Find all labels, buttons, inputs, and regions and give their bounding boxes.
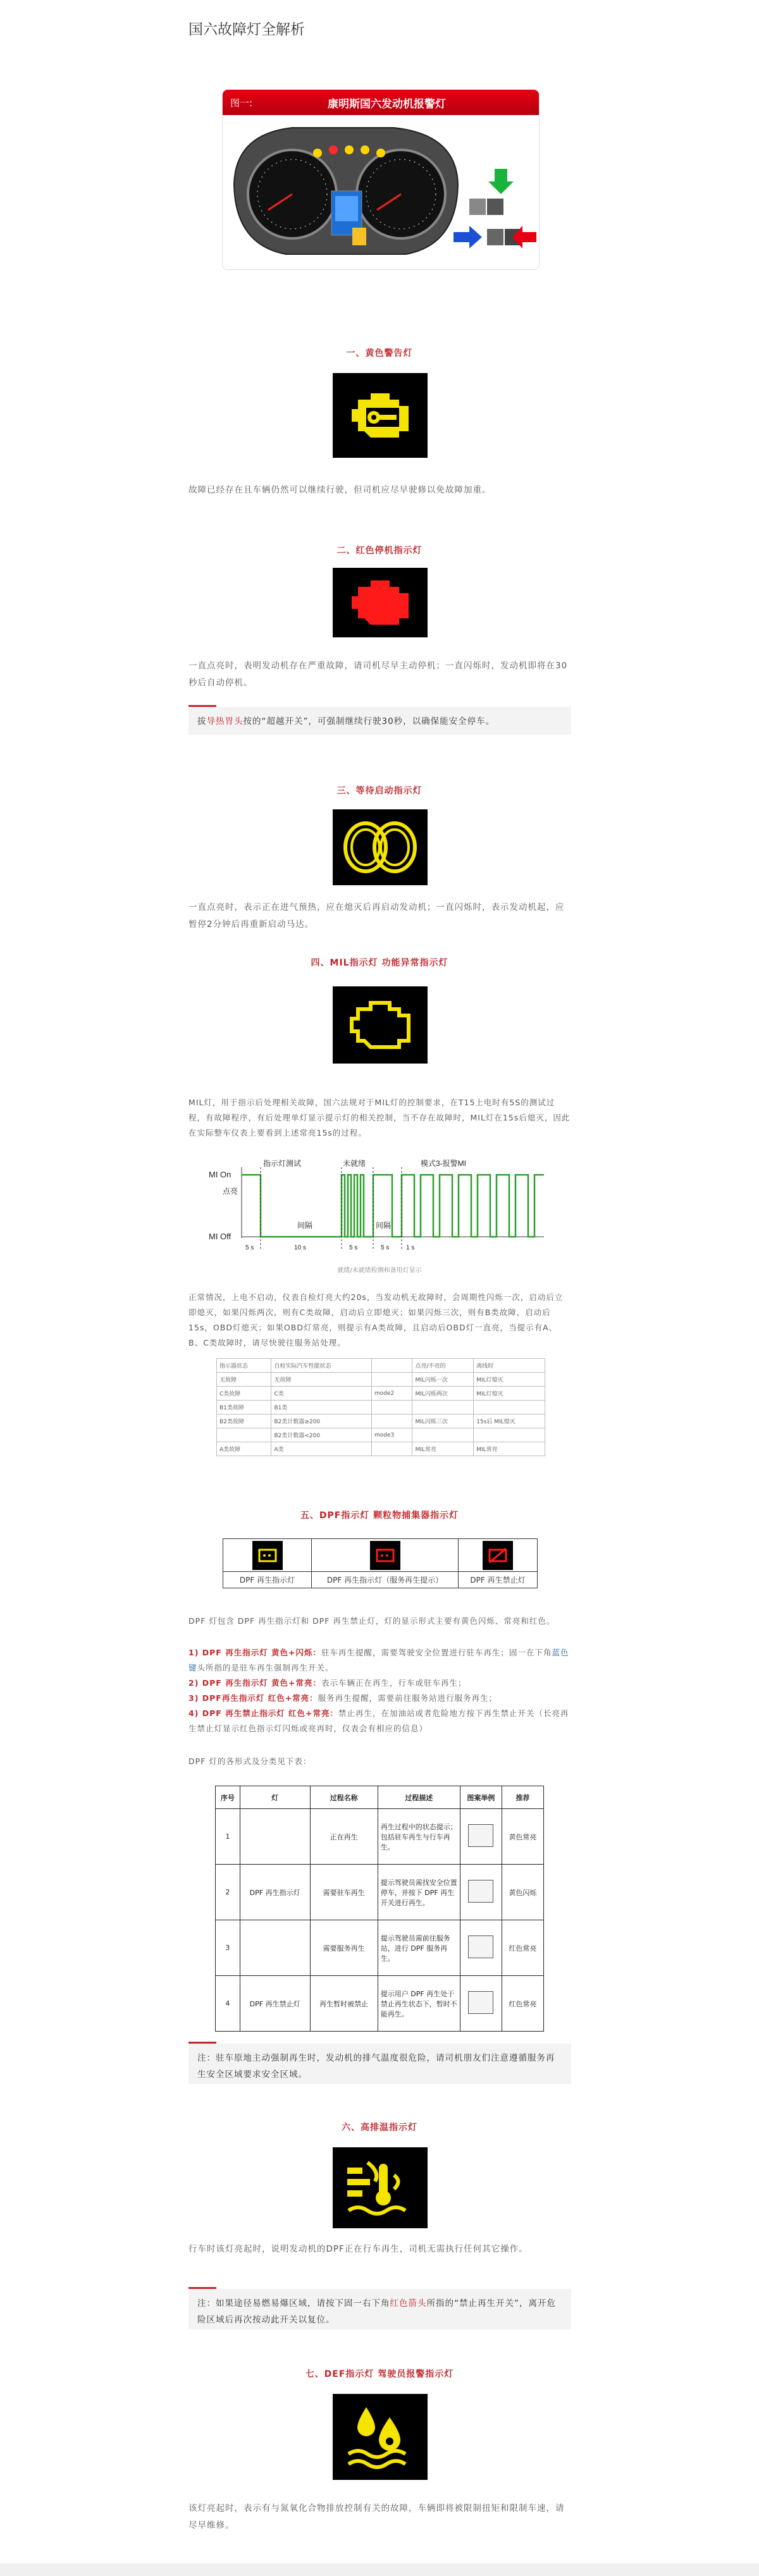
- mil-table-cell: [217, 1428, 271, 1442]
- dpf-table-pattern-cell: [460, 1865, 502, 1920]
- page-footer-bar: [0, 2563, 759, 2576]
- section-heading-high-temp: 六、高排温指示灯: [342, 2123, 417, 2133]
- dpf-item-body: 表示车辆正在再生，行车或驻车再生；: [321, 1678, 467, 1688]
- mil-table-cell: MIL常亮: [474, 1442, 545, 1456]
- dpf-lamp-regen: [223, 1539, 312, 1588]
- mil-table-cell: [474, 1401, 545, 1414]
- note-inhibit-switch: [188, 2289, 571, 2329]
- mil-table-row: [217, 1442, 545, 1456]
- dpf-lamp-strip: [223, 1538, 538, 1588]
- dpf-table-cell: DPF 再生指示灯: [240, 1865, 310, 1920]
- dashboard-banner: [223, 90, 539, 269]
- timing-label-10s: 10 s: [294, 1244, 306, 1251]
- mil-table-row: [217, 1414, 545, 1428]
- section-heading-red-stop: 二、红色停机指示灯: [336, 546, 423, 556]
- dpf-item-body: 服务再生提醒，需要前往服务站进行服务再生；: [318, 1693, 498, 1703]
- dpf-table-cell: 提示驾驶员需找安全位置停车，并按下 DPF 再生开关进行再生。: [378, 1865, 460, 1920]
- dpf-inhibit-icon: [483, 1541, 513, 1570]
- mil-table-row: [217, 1359, 545, 1373]
- note-pre: 拔: [197, 716, 207, 727]
- section-heading-mil: 四、MIL指示灯 功能异常指示灯: [311, 958, 448, 968]
- dpf-table-cell: 1: [216, 1809, 240, 1865]
- mil-table-cell: B2类计数器<200: [271, 1428, 372, 1442]
- mil-table-cell: 15s后 MIL熄灭: [474, 1414, 545, 1428]
- mil-table-cell: [372, 1401, 412, 1414]
- dpf-item-highlight: 蓝色键: [188, 1648, 569, 1672]
- mil-table-row: [217, 1401, 545, 1414]
- dpf-lamp-label: DPF 再生指示灯（服务再生提示）: [326, 1576, 443, 1585]
- timing-label-gap2: 间隔: [376, 1221, 392, 1230]
- dpf-item: [188, 1691, 571, 1706]
- dpf-table-pattern-cell: [460, 1920, 502, 1976]
- dashboard-illustration: [223, 115, 539, 269]
- note-parked-regen: 注：驻车原地主动强制再生时，发动机的排气温度很危险，请司机朋友们注意遵循服务再生安全区域要求安全区域。: [188, 2044, 571, 2084]
- section-text-yellow-warning: 故障已经存在且车辆仍然可以继续行驶，但司机应尽早驶修以免故障加重。: [188, 485, 491, 495]
- note-highlight: 红色箭头: [390, 2298, 427, 2309]
- dpf-pattern-icon: [468, 1935, 493, 1958]
- timing-label-not-ready: 未就绪: [343, 1159, 366, 1168]
- dpf-table-header: 图案举例: [460, 1786, 502, 1809]
- banner-tag: 图一:: [230, 97, 253, 109]
- engine-warning-icon: [333, 373, 428, 458]
- section-text-high-temp: 行车时该灯亮起时，说明发动机的DPF正在行车再生，司机无需执行任何其它操作。: [188, 2244, 528, 2254]
- mil-table-row: [217, 1387, 545, 1401]
- dpf-item-body: 禁止再生，在加油站或者危险地方按下再生禁止开关（长亮再生禁止灯显示红色指示灯闪烁或亮再时，仪表会有相应的信息）: [188, 1708, 569, 1733]
- timing-label-mi-off: MI Off: [209, 1232, 231, 1241]
- mil-table-cell: [474, 1428, 545, 1442]
- mil-table-cell: B2类计数器≥200: [271, 1414, 372, 1428]
- dpf-table-header: 推荐: [502, 1786, 543, 1809]
- dpf-pattern-icon: [468, 1880, 493, 1903]
- timing-label-1s: 1 s: [406, 1244, 415, 1251]
- dpf-lamp-label: DPF 再生禁止灯: [470, 1576, 526, 1585]
- mil-table-cell: MIL闪烁两次: [412, 1387, 474, 1401]
- section-heading-yellow-warning: 一、黄色警告灯: [346, 348, 413, 359]
- timing-label-gap1: 间隔: [297, 1221, 313, 1230]
- dpf-table-cell: 提示驾驶员需前往服务站，进行 DPF 服务再生。: [378, 1920, 460, 1976]
- dpf-item-lead: 4) DPF 再生禁止指示灯 红色+常亮：: [188, 1708, 339, 1718]
- dpf-table-header: 灯: [240, 1786, 310, 1809]
- dpf-table-cell: DPF 再生禁止灯: [240, 1976, 310, 2032]
- timing-label-5s-b: 5 s: [349, 1244, 358, 1251]
- timing-label-5s-c: 5 s: [381, 1244, 390, 1251]
- mil-table-cell: MIL常亮: [412, 1442, 474, 1456]
- mil-table-cell: [372, 1373, 412, 1387]
- dpf-table-header: 序号: [216, 1786, 240, 1809]
- note-pre: 注：如果途径易燃易爆区域，请按下固一右下角: [197, 2298, 390, 2309]
- dpf-table-cell: 再生过程中的状态提示；包括驻车再生与行车再生。: [378, 1809, 460, 1865]
- timing-label-on: 点亮: [223, 1187, 238, 1196]
- dpf-table-row: [216, 1976, 544, 2032]
- dpf-table-cell: [240, 1920, 310, 1976]
- section-text-mil-behaviour: 正常情况，上电不启动，仪表自检灯亮大约20s，当发动机无故障时，会周期性闪烁一次，启动后立即熄灭，如果闪烁两次，则有C类故障，启动后立即熄灭；如果闪烁三次，则有B类故障，启动后15s，OBD灯熄灭；如果OBD灯常亮，则提示有A类故障，且启动后OBD灯一直亮，当提示有A、B、C类故障时，请尽快驶往服务站处理。: [188, 1292, 564, 1347]
- timing-label-5s-a: 5 s: [245, 1244, 254, 1251]
- dpf-lamp-table: [215, 1786, 544, 2032]
- dpf-table-cell: 需要服务再生: [310, 1920, 378, 1976]
- dpf-item-tail: 头所指的是驻车再生强制再生开关。: [197, 1663, 334, 1672]
- dpf-item-lead: 1) DPF 再生指示灯 黄色+闪烁：: [188, 1648, 322, 1657]
- mil-table-cell: B1类: [271, 1401, 372, 1414]
- section-heading-dpf: 五、DPF指示灯 颗粒物捕集器指示灯: [300, 1511, 459, 1521]
- dpf-table-cell: 黄色常亮: [502, 1809, 543, 1865]
- dpf-item: [188, 1706, 571, 1736]
- mil-table-cell: B2类故障: [217, 1414, 271, 1428]
- mil-table-cell: MIL灯熄灭: [474, 1373, 545, 1387]
- timing-caption: 就绪/未就绪检测和备用灯显示: [337, 1267, 422, 1274]
- dpf-table-row: [216, 1809, 544, 1865]
- dpf-item: [188, 1676, 571, 1691]
- mil-table-cell: [372, 1359, 412, 1373]
- mil-table-cell: A类故障: [217, 1442, 271, 1456]
- dpf-table-cell: 红色常亮: [502, 1920, 543, 1976]
- dpf-table-cell: [240, 1809, 310, 1865]
- mil-engine-icon: [333, 986, 428, 1064]
- note-post: 所指的“禁止再生开关”，离开危险区域后再次按动此开关以复位。: [197, 2298, 556, 2325]
- mil-table-cell: 点亮/不亮的: [412, 1359, 474, 1373]
- dpf-item-body: 驻车再生提醒，需要驾驶安全位置进行驻车再生；固一在下角: [321, 1648, 552, 1657]
- dpf-item-lead: 3) DPF再生指示灯 红色+常亮：: [188, 1693, 318, 1703]
- timing-label-mi-on: MI On: [209, 1170, 231, 1179]
- mil-table-cell: 离线时: [474, 1359, 545, 1373]
- mil-table-cell: 无故障: [271, 1373, 372, 1387]
- preheat-coil-icon: [333, 809, 428, 885]
- dpf-table-cell: 红色常亮: [502, 1976, 543, 2032]
- page-title: 国六故障灯全解析: [188, 21, 305, 38]
- dpf-item-list: [188, 1645, 571, 1736]
- dpf-table-cell: 正在再生: [310, 1809, 378, 1865]
- mil-status-table: [216, 1358, 545, 1456]
- dpf-lamp-label: DPF 再生指示灯: [239, 1576, 295, 1585]
- dpf-intro: DPF 灯包含 DPF 再生指示灯和 DPF 再生禁止灯，灯的显示形式主要有黄色闪烁、常亮和红色。: [188, 1616, 555, 1626]
- mil-table-cell: MIL闪烁三次: [412, 1414, 474, 1428]
- high-exhaust-temp-icon: [333, 2147, 428, 2228]
- dpf-table-pattern-cell: [460, 1976, 502, 2032]
- section-heading-def: 七、DEF指示灯 驾驶员报警指示灯: [305, 2369, 454, 2379]
- mil-table-cell: MIL闪烁一次: [412, 1373, 474, 1387]
- dpf-table-cell: 提示用户 DPF 再生处于禁止再生状态下，暂时不能再生。: [378, 1976, 460, 2032]
- mil-table-row: [217, 1428, 545, 1442]
- section-text-red-stop: 一直点亮时，表明发动机存在严重故障，请司机尽早主动停机；一直闪烁时，发动机即将在30秒后自动停机。: [188, 661, 568, 688]
- mil-table-cell: C类: [271, 1387, 372, 1401]
- mil-table-cell: mode2: [372, 1387, 412, 1401]
- note-highlight: 导热胃头: [206, 716, 244, 727]
- dpf-table-row: [216, 1920, 544, 1976]
- mil-table-cell: [372, 1442, 412, 1456]
- mil-table-row: [217, 1373, 545, 1387]
- dpf-pattern-icon: [468, 1991, 493, 2014]
- dpf-table-header: 过程描述: [378, 1786, 460, 1809]
- mil-table-cell: [412, 1428, 474, 1442]
- engine-stop-icon: [333, 568, 428, 637]
- dpf-table-cell: 4: [216, 1976, 240, 2032]
- banner-title: 康明斯国六发动机报警灯: [328, 97, 447, 111]
- note-override-switch: [188, 707, 571, 735]
- mil-table-cell: MIL灯熄灭: [474, 1387, 545, 1401]
- section-text-mil: MIL灯，用于指示后处理相关故障，国六法规对于MIL灯的控制要求，在T15上电时有5S的测试过程，有故障程序，有后处理单灯显示提示灯的相关控制，当不存在故障时，MIL灯在15s后熄灭，因此在实际整车仪表上要看到上述常亮15s的过程。: [188, 1098, 571, 1138]
- dpf-table-cell: 再生暂时被禁止: [310, 1976, 378, 2032]
- dpf-table-cell: 3: [216, 1920, 240, 1976]
- dpf-table-cell: 黄色闪烁: [502, 1865, 543, 1920]
- mil-table-cell: [412, 1401, 474, 1414]
- dpf-lamp-inhibit: [459, 1539, 537, 1588]
- mil-table-cell: C类故障: [217, 1387, 271, 1401]
- timing-label-mode3: 模式3-报警MI: [421, 1159, 467, 1168]
- dpf-item-lead: 2) DPF 再生指示灯 黄色+常亮：: [188, 1678, 322, 1688]
- dpf-item: [188, 1645, 571, 1676]
- mil-table-cell: [372, 1414, 412, 1428]
- mil-table-cell: B1类故障: [217, 1401, 271, 1414]
- dpf-table-cell: 需要驻车再生: [310, 1865, 378, 1920]
- dpf-table-cell: 2: [216, 1865, 240, 1920]
- dpf-regen-icon: [252, 1541, 283, 1570]
- note-post: 按的“超越开关”，可强制继续行驶30秒，以确保能安全停车。: [243, 716, 495, 727]
- section-heading-wait-start: 三、等待启动指示灯: [336, 786, 423, 796]
- dpf-lamp-service: [312, 1539, 459, 1588]
- dpf-service-icon: [370, 1541, 400, 1570]
- mil-table-cell: mode3: [372, 1428, 412, 1442]
- mil-table-cell: 无故障: [217, 1373, 271, 1387]
- dpf-pattern-icon: [468, 1824, 493, 1847]
- mil-table-cell: A类: [271, 1442, 372, 1456]
- dpf-summary: DPF 灯的各形式及分类见下表：: [188, 1757, 312, 1766]
- timing-label-test: 指示灯测试: [263, 1159, 302, 1168]
- dpf-table-pattern-cell: [460, 1809, 502, 1865]
- mil-table-cell: 指示器状态: [217, 1359, 271, 1373]
- mil-table-cell: 自检实际汽车性能状态: [271, 1359, 372, 1373]
- def-warning-icon: [333, 2394, 428, 2480]
- dpf-table-row: [216, 1865, 544, 1920]
- section-text-wait-start: 一直点亮时，表示正在进气预热，应在熄灭后再启动发动机；一直闪烁时，表示发动机起，应暂停2分钟后再重新启动马达。: [188, 902, 565, 929]
- dpf-table-header: 过程名称: [310, 1786, 378, 1809]
- banner-header: [223, 90, 539, 115]
- mil-timing-diagram: [209, 1155, 550, 1256]
- section-text-def: 该灯亮起时，表示有与氮氧化合物排放控制有关的故障，车辆即将被限制扭矩和限制车速，请尽早维修。: [188, 2503, 565, 2530]
